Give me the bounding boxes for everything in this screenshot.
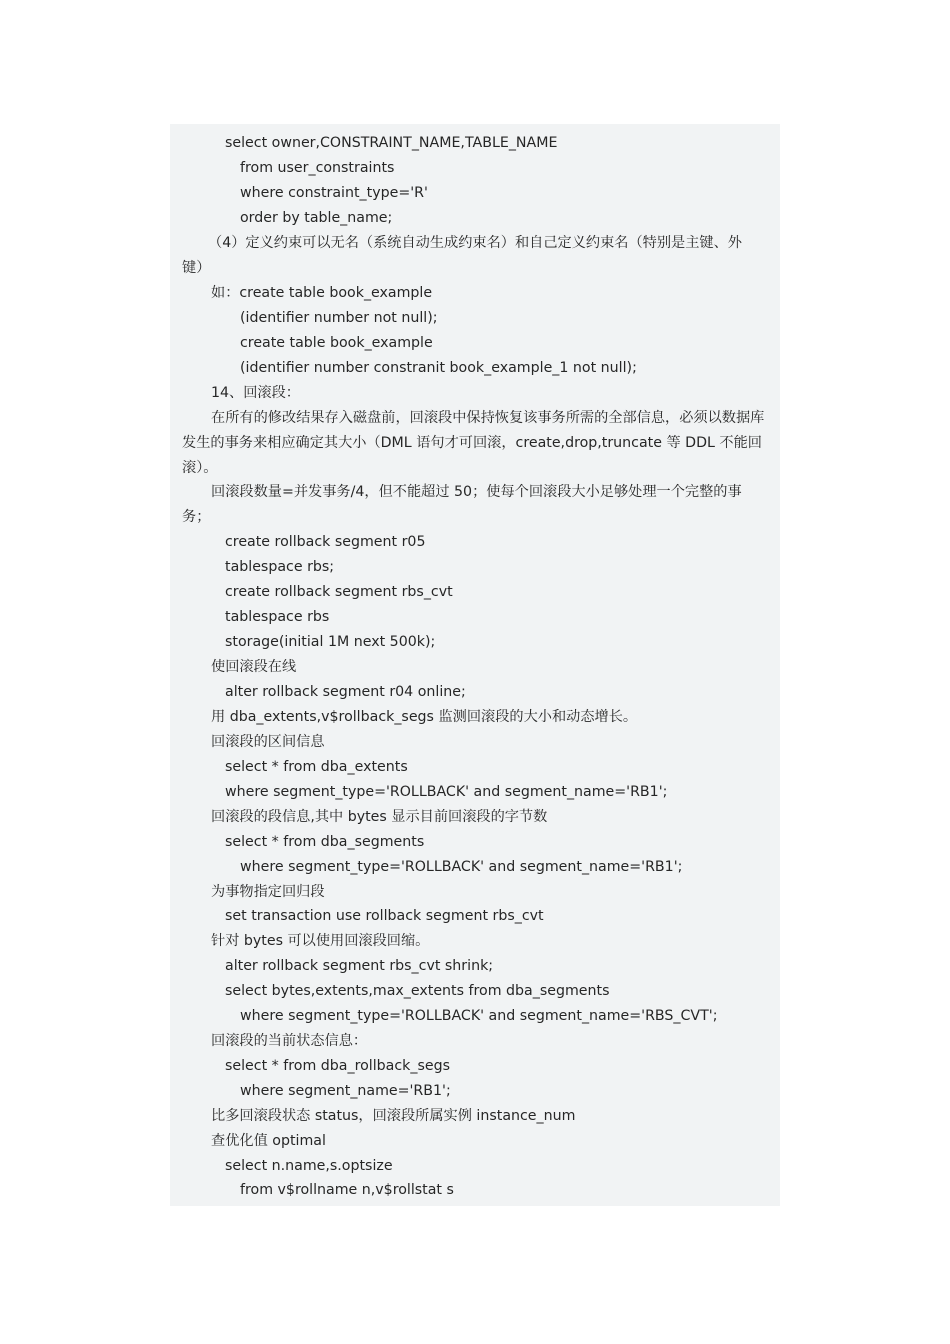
text-line: 发生的事务来相应确定其大小（DML 语句才可回滚，create,drop,truncate 等 DDL 不能回 [182, 435, 762, 451]
text-line: 滚）。 [182, 460, 218, 476]
text-line: order by table_name; [240, 210, 393, 226]
text-line: 如：create table book_example [211, 285, 433, 301]
text-line: storage(initial 1M next 500k); [225, 634, 436, 650]
text-line: 回滚段的段信息,其中 bytes 显示目前回滚段的字节数 [211, 809, 548, 825]
text-line: select * from dba_rollback_segs [225, 1058, 451, 1074]
text-line: 查优化值 optimal [211, 1133, 326, 1149]
text-line: 务； [182, 509, 211, 525]
text-line: create rollback segment rbs_cvt [225, 584, 453, 600]
text-line: create rollback segment r05 [225, 534, 426, 550]
text-line: tablespace rbs [225, 609, 330, 625]
text-line: 键） [182, 260, 211, 276]
text-line: alter rollback segment rbs_cvt shrink; [225, 958, 494, 974]
text-line: 回滚段数量=并发事务/4，但不能超过 50；使每个回滚段大小足够处理一个完整的事 [211, 484, 742, 500]
text-line: select owner,CONSTRAINT_NAME,TABLE_NAME [225, 135, 558, 151]
text-line: 针对 bytes 可以使用回滚段回缩。 [211, 933, 430, 949]
text-line: 回滚段的当前状态信息： [211, 1033, 368, 1049]
document-page [170, 124, 780, 1206]
text-line: (identifier number constranit book_example_1 not null); [240, 360, 637, 376]
text-line: (identifier number not null); [240, 310, 438, 326]
text-line: where segment_name='RB1'; [240, 1083, 451, 1099]
text-line: set transaction use rollback segment rbs_cvt [225, 908, 544, 924]
text-line: where segment_type='ROLLBACK' and segment_name='RBS_CVT'; [240, 1008, 718, 1024]
text-line: 比多回滚段状态 status，回滚段所属实例 instance_num [211, 1108, 576, 1124]
text-line: select * from dba_segments [225, 834, 425, 850]
text-line: where segment_type='ROLLBACK' and segment_name='RB1'; [240, 859, 683, 875]
text-line: 14、回滚段： [211, 385, 300, 401]
text-line: from user_constraints [240, 160, 395, 176]
text-line: 使回滚段在线 [211, 659, 297, 675]
text-line: select * from dba_extents [225, 759, 408, 775]
text-line: 用 dba_extents,v$rollback_segs 监测回滚段的大小和动态增长。 [211, 709, 638, 725]
text-line: select bytes,extents,max_extents from dba_segments [225, 983, 610, 999]
text-line: （4）定义约束可以无名（系统自动生成约束名）和自己定义约束名（特别是主键、外 [208, 235, 742, 251]
text-line: where constraint_type='R' [240, 185, 428, 201]
text-line: from v$rollname n,v$rollstat s [240, 1182, 454, 1198]
text-line: 在所有的修改结果存入磁盘前，回滚段中保持恢复该事务所需的全部信息，必须以数据库 [211, 410, 765, 426]
text-line: 为事物指定回归段 [211, 884, 325, 900]
text-line: alter rollback segment r04 online; [225, 684, 466, 700]
text-line: tablespace rbs; [225, 559, 335, 575]
text-line: create table book_example [240, 335, 433, 351]
text-line: 回滚段的区间信息 [211, 734, 325, 750]
text-line: where segment_type='ROLLBACK' and segment_name='RB1'; [225, 784, 668, 800]
text-line: select n.name,s.optsize [225, 1158, 393, 1174]
